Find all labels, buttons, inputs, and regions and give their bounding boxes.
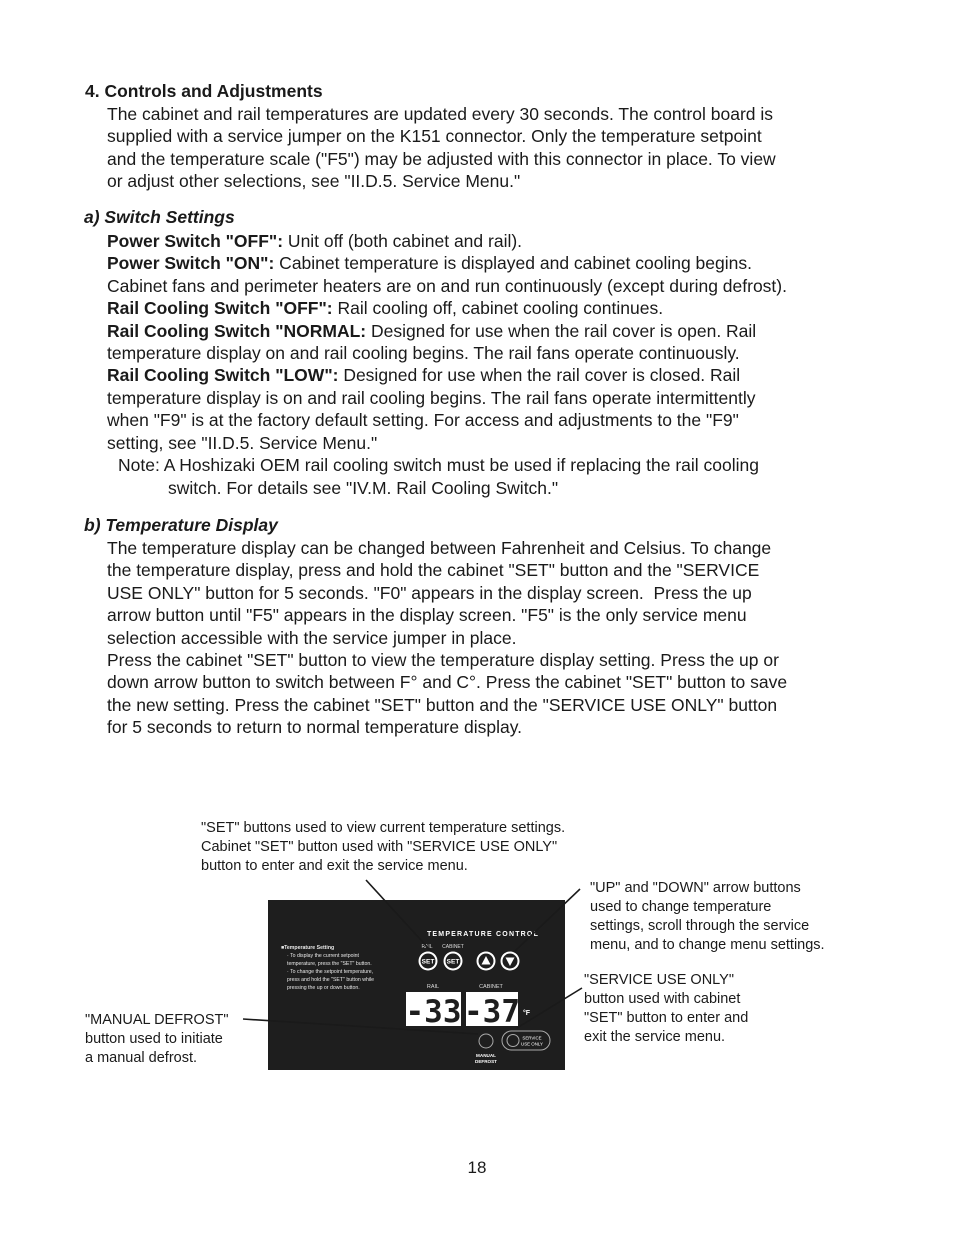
temperature-display-line: for 5 seconds to return to normal temperature display.	[107, 717, 523, 738]
instruction-line: · To display the current setpoint	[287, 953, 359, 959]
switch-setting-description: Rail cooling off, cabinet cooling continues.	[332, 298, 664, 319]
manual-defrost-label: MANUAL	[476, 1053, 496, 1058]
temperature-display-line: the new setting. Press the cabinet "SET" button and the "SERVICE USE ONLY" button	[107, 694, 778, 715]
rail-temperature: -33	[405, 994, 462, 1030]
temperature-display-line: arrow button until "F5" appears in the display screen. "F5" is the only service menu	[107, 605, 747, 626]
temperature-display-line: The temperature display can be changed between Fahrenheit and Celsius. To change	[107, 538, 772, 558]
instruction-line: press and hold the "SET" button while	[287, 977, 375, 983]
note-line-2: switch. For details see "IV.M. Rail Cooling Switch."	[168, 478, 559, 498]
instruction-line: · To change the setpoint temperature,	[287, 969, 374, 975]
switch-setting-term: Power Switch "OFF":	[107, 231, 284, 251]
leader-line-defrost	[243, 1019, 478, 1034]
switch-setting-term: Rail Cooling Switch "NORMAL:	[107, 320, 367, 341]
leader-line-service	[517, 988, 582, 1028]
temperature-display-line: selection accessible with the service jumper in place.	[107, 627, 517, 648]
section-heading: 4. Controls and Adjustments	[85, 81, 323, 101]
switch-settings-heading: a) Switch Settings	[84, 207, 235, 227]
cabinet-small-label: CABINET	[442, 944, 464, 950]
switch-setting-description: temperature display is on and rail cooling begins. The rail fans operate intermittently	[107, 387, 756, 408]
instruction-line: temperature, press the "SET" button.	[287, 961, 372, 967]
switch-setting-description: when "F9" is at the factory default setting. For access and adjustments to the "F9"	[107, 410, 739, 431]
switch-setting-description: temperature display on and rail cooling begins. The rail fans operate continuously.	[107, 343, 740, 363]
switch-setting-term: Rail Cooling Switch "LOW":	[107, 365, 339, 386]
rail-display-label: RAIL	[426, 984, 440, 990]
callout-service-use-only: "SERVICE USE ONLY" button used with cabinet "SET" button to enter and exit the service menu.	[584, 972, 749, 1045]
callout-arrow-buttons: "UP" and "DOWN" arrow buttons used to change temperature settings, scroll through the service menu, and to change menu settings.	[590, 880, 825, 953]
intro-line: and the temperature scale ("F5") may be adjusted with this connector in place. To view	[107, 148, 776, 169]
callout-manual-defrost: "MANUAL DEFROST" button used to initiate a manual defrost.	[85, 1012, 229, 1066]
switch-setting-description: Designed for use when the rail cover is open. Rail	[366, 320, 757, 341]
page-number: 18	[467, 1158, 487, 1177]
rail-set-label: SET	[421, 958, 435, 966]
switch-setting-term: Power Switch "ON":	[107, 253, 275, 274]
cabinet-temperature: -37	[464, 994, 520, 1030]
service-use-only-label: SERVICE	[522, 1035, 542, 1041]
switch-setting-description: Cabinet temperature is displayed and cabinet cooling begins.	[274, 253, 752, 274]
callout-set-buttons: "SET" buttons used to view current temperature settings. Cabinet "SET" button used with "SERVICE USE ONLY" button to enter and exit the service menu.	[201, 820, 566, 874]
temperature-display-heading: b) Temperature Display	[84, 515, 278, 535]
cabinet-display-label: CABINET	[479, 984, 503, 990]
service-use-only-label: USE ONLY	[521, 1041, 543, 1047]
note-line-1: Note: A Hoshizaki OEM rail cooling switch must be used if replacing the rail cooling	[118, 455, 759, 475]
intro-line: The cabinet and rail temperatures are updated every 30 seconds. The control board is	[107, 104, 774, 124]
switch-setting-description: Cabinet fans and perimeter heaters are on and run continuously (except during defrost).	[107, 275, 787, 296]
instruction-line: pressing the up or down button.	[287, 985, 360, 991]
instruction-line: ■Temperature Setting	[281, 945, 335, 951]
manual-defrost-label: DEFROST	[475, 1059, 497, 1064]
panel-title: TEMPERATURE CONTROL	[426, 931, 540, 938]
unit-label: °F	[523, 1010, 531, 1017]
intro-line: supplied with a service jumper on the K151 connector. Only the temperature setpoint	[107, 126, 762, 147]
switch-setting-description: setting, see "II.D.5. Service Menu."	[107, 432, 378, 453]
intro-line: or adjust other selections, see "II.D.5. Service Menu."	[107, 171, 521, 192]
temperature-display-line: down arrow button to switch between F° and C°. Press the cabinet "SET" button to save	[107, 672, 788, 693]
cabinet-set-label: SET	[446, 958, 460, 966]
temperature-display-line: the temperature display, press and hold the cabinet "SET" button and the "SERVICE	[107, 560, 760, 581]
switch-setting-term: Rail Cooling Switch "OFF":	[107, 298, 333, 319]
temperature-display-line: USE ONLY" button for 5 seconds. "F0" appears in the display screen. Press the up	[107, 582, 752, 603]
switch-setting-description: Unit off (both cabinet and rail).	[283, 231, 523, 251]
rail-small-label: RAIL	[421, 944, 433, 950]
leader-line-set-cabinet	[366, 880, 431, 951]
leader-line-arrows	[515, 889, 580, 951]
switch-setting-description: Designed for use when the rail cover is closed. Rail	[338, 365, 741, 386]
temperature-display-line: Press the cabinet "SET" button to view the temperature display setting. Press the up or	[107, 650, 779, 670]
